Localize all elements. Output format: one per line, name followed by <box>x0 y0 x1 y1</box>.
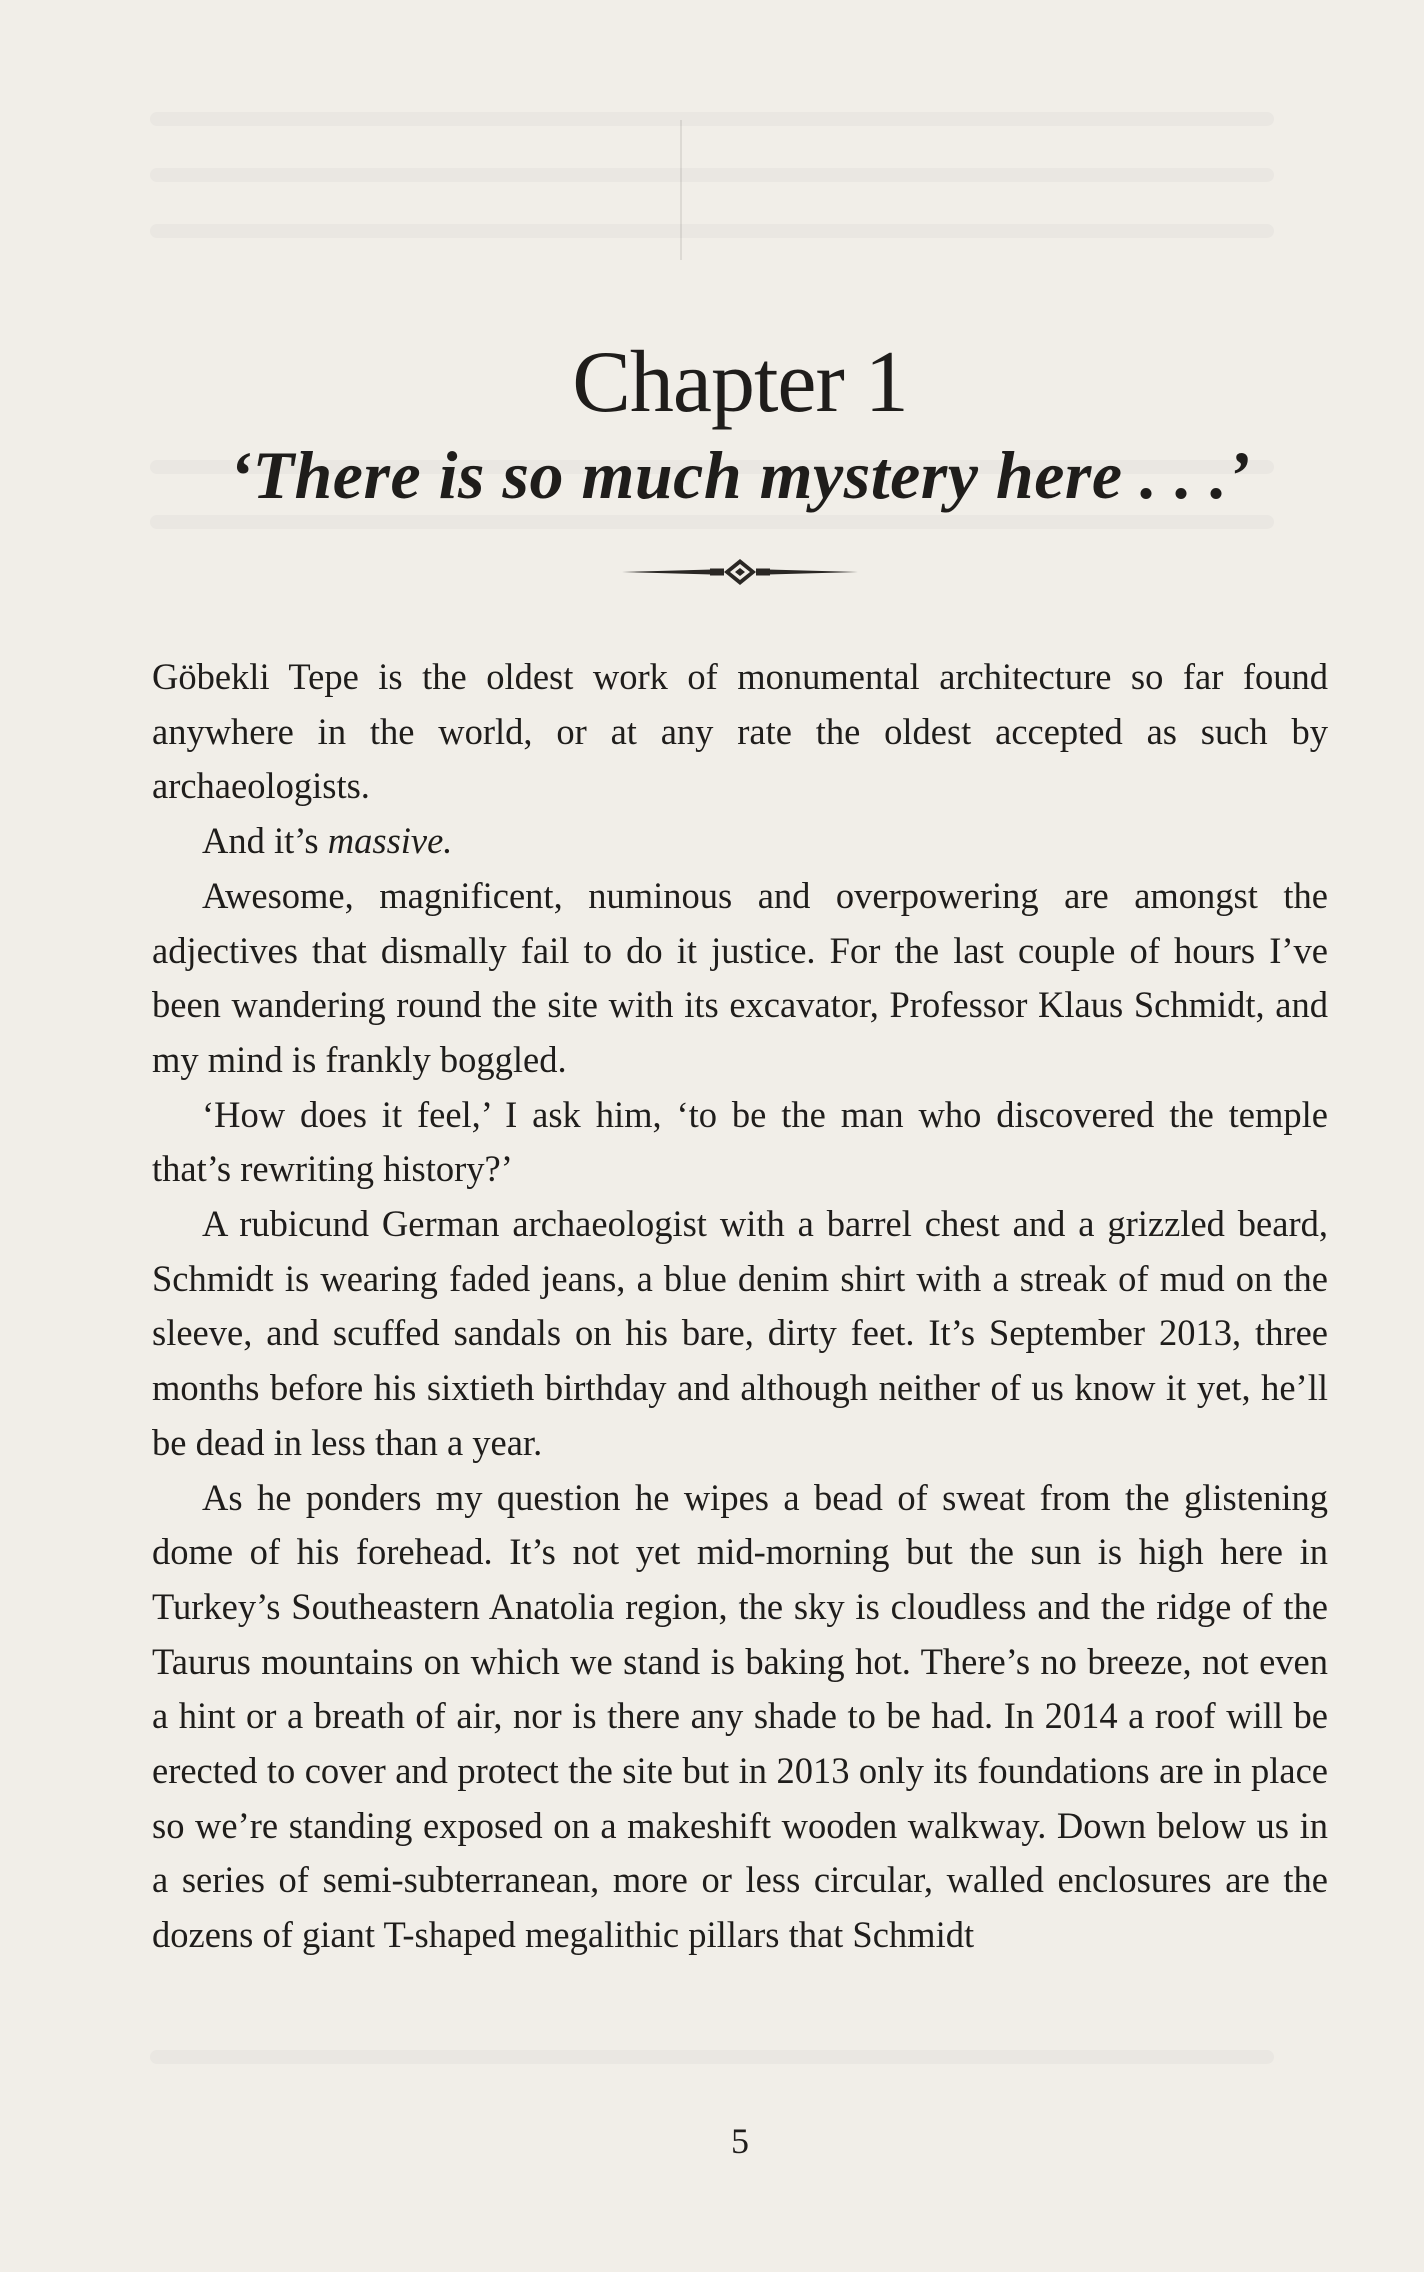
emphasis-text: massive. <box>327 820 453 862</box>
paragraph: Göbekli Tepe is the oldest work of monumental architecture so far found anywhere in the world, or at any rate the oldest accepted as such by archaeologists. <box>152 656 1328 807</box>
chapter-body <box>152 650 1328 1963</box>
paragraph: As he ponders my question he wipes a bead of sweat from the glistening dome of his forehead. It’s not yet mid-morning but the sun is high here in Turkey’s Southeastern Anatolia region, the sky is cloudless and the ridge of the Taurus mountains on which we stand is baking hot. There’s no breeze, not even a hint or a breath of air, nor is there any shade to be had. In 2014 a roof will be erected to cover and protect the site but in 2013 only its foundations are in place so we’re standing exposed on a makeshift wooden walkway. Down below us in a series of semi-subterranean, more or less circular, walled enclosures are the dozens of giant T-shaped megalithic pillars that Schmidt <box>152 1476 1328 1956</box>
fleuron-divider-icon <box>620 552 860 592</box>
paragraph-text: And it’s <box>202 820 328 862</box>
page-number: 5 <box>731 2121 749 2161</box>
paragraph: A rubicund German archaeologist with a barrel chest and a grizzled beard, Schmidt is wearing faded jeans, a blue denim shirt with a streak of mud on the sleeve, and scuffed sandals on his bare, dirty feet. It’s September 2013, three months before his sixtieth birthday and although neither of us know it yet, he’ll be dead in less than a year. <box>152 1203 1328 1463</box>
book-page <box>152 0 1328 2272</box>
paragraph: ‘How does it feel,’ I ask him, ‘to be the man who discovered the temple that’s rewriting history?’ <box>152 1093 1328 1190</box>
paragraph: Awesome, magnificent, numinous and overpowering are amongst the adjectives that dismally fail to do it justice. For the last couple of hours I’ve been wandering round the site with its excavator, Professor Klaus Schmidt, and my mind is frankly boggled. <box>152 874 1328 1080</box>
chapter-number: Chapter 1 <box>572 333 908 431</box>
chapter-title: ‘There is so much mystery here . . .’ <box>229 437 1251 514</box>
paragraph <box>152 814 1328 869</box>
